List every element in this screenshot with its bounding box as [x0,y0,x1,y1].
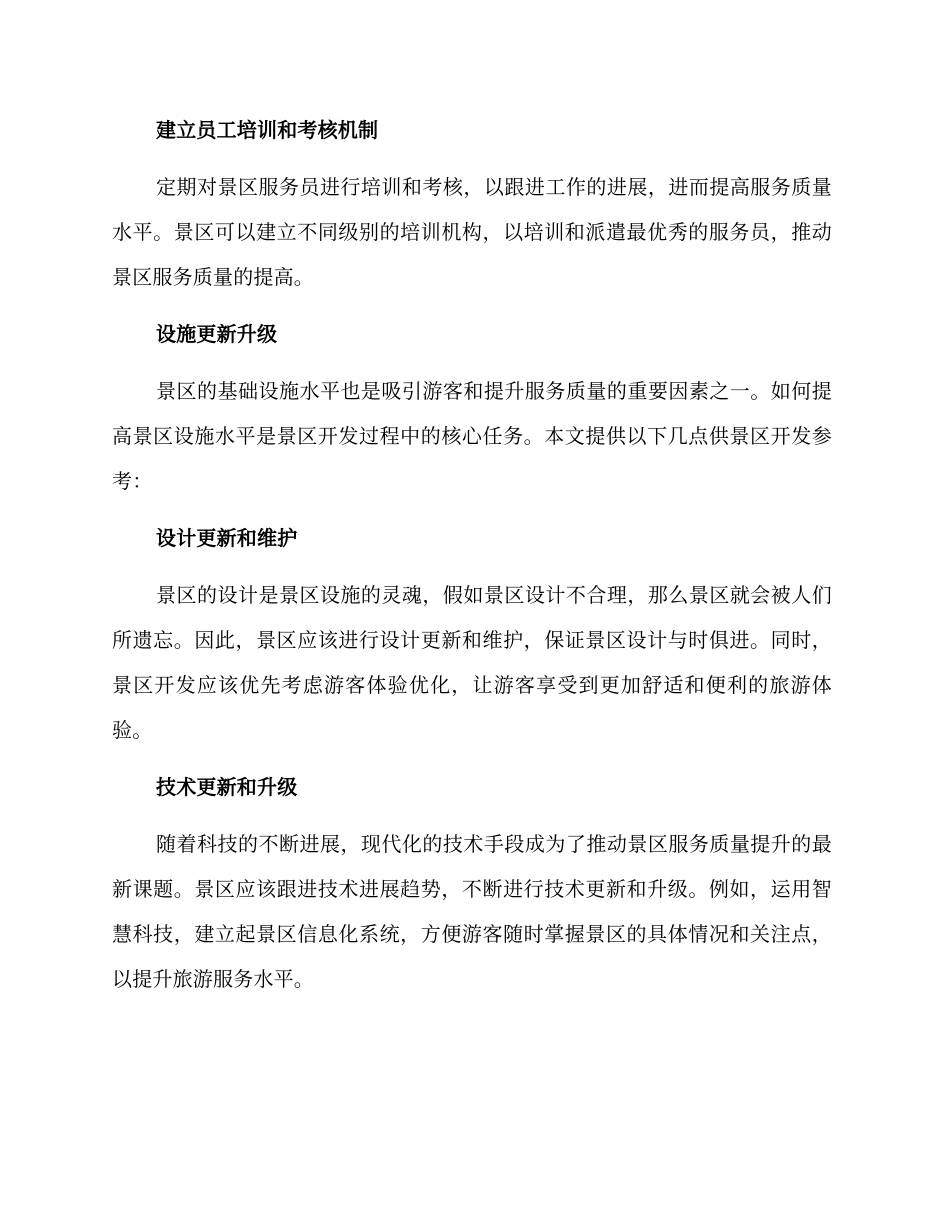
paragraph-staff-training: 定期对景区服务员进行培训和考核，以跟进工作的进展，进而提高服务质量水平。景区可以建立不同级别的培训机构，以培训和派遣最优秀的服务员，推动景区服务质量的提高。 [112,175,832,289]
section-heading-facility-upgrade: 设施更新升级 [156,322,278,346]
paragraph-design-update: 景区的设计是景区设施的灵魂，假如景区设计不合理，那么景区就会被人们所遗忘。因此，景区应该进行设计更新和维护，保证景区设计与时俱进。同时，景区开发应该优先考虑游客体验优化，让游客享受到更加舒适和便利的旅游体验。 [112,583,832,742]
section-heading-staff-training: 建立员工培训和考核机制 [156,118,379,142]
section-heading-technology-update: 技术更新和升级 [156,775,298,799]
document-body [112,108,832,1014]
section-heading-design-update: 设计更新和维护 [156,526,298,550]
paragraph-facility-upgrade: 景区的基础设施水平也是吸引游客和提升服务质量的重要因素之一。如何提高景区设施水平是景区开发过程中的核心任务。本文提供以下几点供景区开发参考： [112,379,832,493]
paragraph-technology-update: 随着科技的不断进展，现代化的技术手段成为了推动景区服务质量提升的最新课题。景区应该跟进技术进展趋势，不断进行技术更新和升级。例如，运用智慧科技，建立起景区信息化系统，方便游客随时掌握景区的具体情况和关注点，以提升旅游服务水平。 [112,832,832,991]
